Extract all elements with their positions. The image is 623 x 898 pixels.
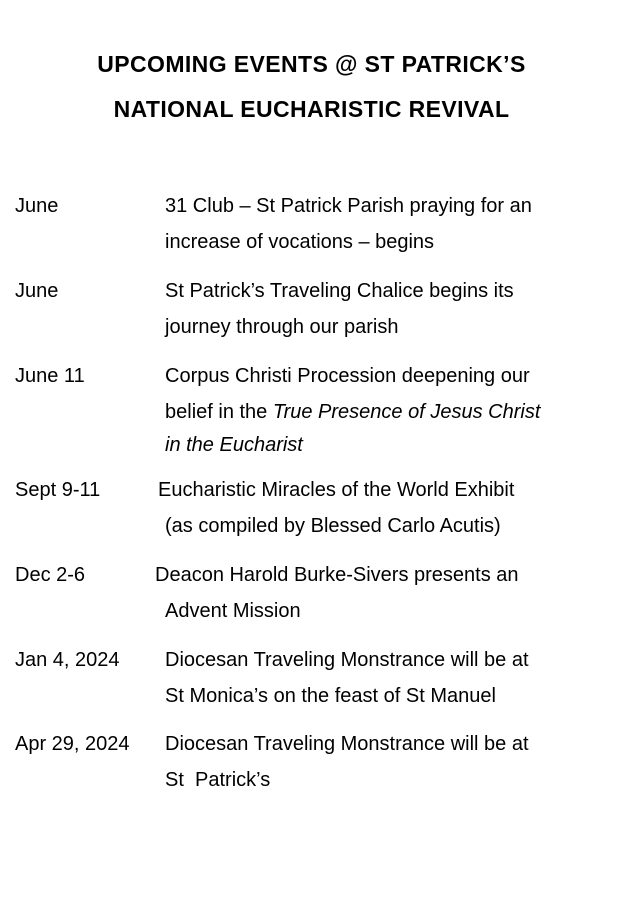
event-description-line: Eucharistic Miracles of the World Exhibit xyxy=(158,479,515,501)
event-date: Sept 9-11 xyxy=(15,479,101,501)
event-description-line xyxy=(165,394,605,430)
event-description xyxy=(158,472,605,544)
event-description-line: Deacon Harold Burke-Sivers presents an xyxy=(155,564,519,586)
event-description-line: St Patrick’s Traveling Chalice begins its xyxy=(165,280,514,302)
event-date: Apr 29, 2024 xyxy=(15,733,130,755)
event-description-line: Advent Mission xyxy=(165,600,301,622)
event-description-text: belief in the xyxy=(165,401,273,423)
event-date: Dec 2-6 xyxy=(15,564,86,586)
event-description-line: (as compiled by Blessed Carlo Acutis) xyxy=(165,515,501,537)
event-description xyxy=(165,358,605,460)
event-date: June xyxy=(15,195,59,217)
event-description-line: Corpus Christi Procession deepening our xyxy=(165,365,530,387)
event-description-line: Diocesan Traveling Monstrance will be at xyxy=(165,649,529,671)
event-description-line: Diocesan Traveling Monstrance will be at xyxy=(165,733,529,755)
event-description xyxy=(165,273,605,345)
event-description xyxy=(165,642,605,714)
event-description xyxy=(165,726,605,798)
event-description-line: journey through our parish xyxy=(165,316,399,338)
event-description-line: St Patrick’s xyxy=(165,769,271,791)
event-date: Jan 4, 2024 xyxy=(15,649,120,671)
event-description-emphasis: in the Eucharist xyxy=(165,434,303,456)
event-description-line: St Monica’s on the feast of St Manuel xyxy=(165,685,496,707)
event-description-line xyxy=(165,430,605,460)
event-description xyxy=(155,557,605,629)
event-description-emphasis: True Presence of Jesus Christ xyxy=(272,401,541,423)
event-description xyxy=(165,188,605,260)
event-date: June 11 xyxy=(15,365,85,387)
event-description-line: 31 Club – St Patrick Parish praying for an xyxy=(165,195,532,217)
page-title: UPCOMING EVENTS @ ST PATRICK’S xyxy=(97,51,526,77)
event-date: June xyxy=(15,280,59,302)
event-description-line: increase of vocations – begins xyxy=(165,231,435,253)
page-subtitle: NATIONAL EUCHARISTIC REVIVAL xyxy=(113,96,510,122)
